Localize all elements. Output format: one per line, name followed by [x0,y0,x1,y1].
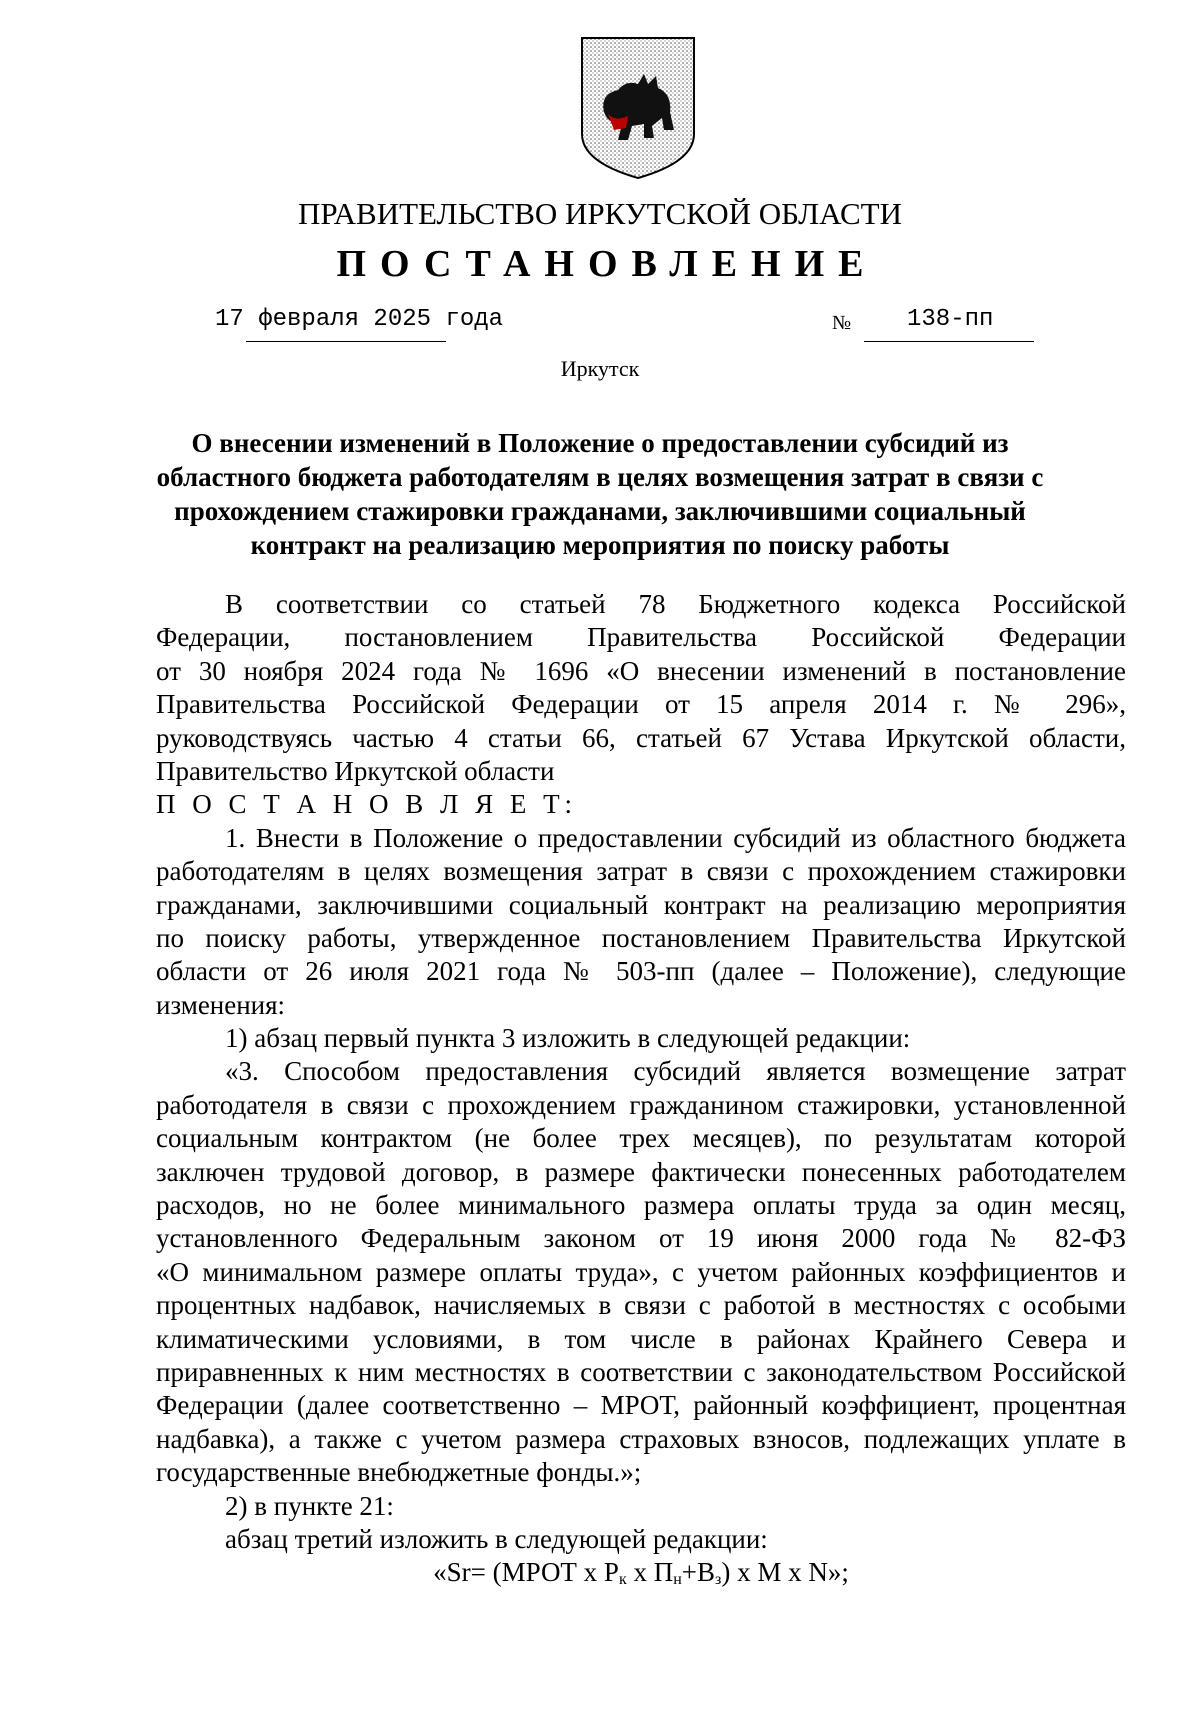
formula-subscript: з [715,1571,722,1589]
city-name: Иркутск [560,356,640,381]
body-line: государственные внебюджетные фонды.»; [156,1457,642,1488]
body-line: изменения: [156,989,286,1020]
document-title [150,426,1050,562]
number-sign: № [832,312,852,334]
body-line: процентных надбавок, начисляемых в связи с работой в местностях с особыми [156,1290,1126,1321]
resolves-line: П О С Т А Н О В Л Я Е Т: [156,789,578,820]
body-line: работодателям в целях возмещения затрат в связи с прохождением стажировки [156,856,1126,887]
body-line: гражданами, заключившими социальный контракт на реализацию мероприятия [156,889,1126,920]
body-line: «3. Способом предоставления субсидий является возмещение затрат [225,1056,1126,1087]
body-line: работодателя в связи с прохождением гражданином стажировки, установленной [156,1089,1126,1120]
body-line: заключен трудовой договор, в размере фактически понесенных работодателем [156,1156,1126,1187]
body-line: Правительство Иркутской области [156,755,555,786]
formula-subscript: н [673,1571,682,1589]
coat-of-arms-icon [578,34,698,182]
body-line: 2) в пункте 21: [225,1490,394,1521]
document-number: 138-пп [907,306,994,333]
body-line: социальным контрактом (не более трех месяцев), по результатам которой [156,1123,1126,1154]
document-type: ПОСТАНОВЛЕНИЕ [336,243,878,285]
title-line: прохождением стажировки гражданами, заключившими социальный [174,496,1026,526]
document-body [156,588,1126,1590]
formula-part: x П [626,1557,674,1588]
government-name: ПРАВИТЕЛЬСТВО ИРКУТСКОЙ ОБЛАСТИ [297,196,902,231]
title-line: О внесении изменений в Положение о предоставлении субсидий из [191,428,1009,458]
body-line: от 30 ноября 2024 года № 1696 «О внесении изменений в постановление [156,655,1126,686]
title-line: областного бюджета работодателям в целях возмещения затрат в связи с [156,462,1044,492]
body-line: Правительства Российской Федерации от 15 апреля 2014 г. № 296», [156,689,1126,720]
formula-part: +В [681,1557,716,1588]
body-line: по поиску работы, утвержденное постановлением Правительства Иркутской [156,922,1126,953]
document-date: 17 февраля 2025 года [215,306,504,333]
formula-part: ) x М x N»; [721,1557,849,1588]
body-line: абзац третий изложить в следующей редакции: [225,1523,768,1554]
body-line: приравненных к ним местностях в соответствии с законодательством Российской [156,1356,1126,1387]
body-line: В соответствии со статьей 78 Бюджетного кодекса Российской [225,589,1126,619]
formula-part: «Sr= (МРОТ x Р [433,1557,619,1588]
title-line: контракт на реализацию мероприятия по поиску работы [250,530,950,560]
body-line: 1) абзац первый пункта 3 изложить в следующей редакции: [225,1023,911,1054]
body-line: климатическими условиями, в том числе в районах Крайнего Севера и [156,1323,1126,1354]
formula-subscript: к [618,1571,627,1589]
formula-line [156,1556,1126,1589]
date-underline [246,341,446,342]
body-line: «О минимальном размере оплаты труда», с учетом районных коэффициентов и [156,1256,1126,1287]
body-line: области от 26 июля 2021 года № 503-пп (далее – Положение), следующие [156,956,1126,987]
body-line: расходов, но не более минимального размера оплаты труда за один месяц, [156,1190,1126,1221]
body-line: 1. Внести в Положение о предоставлении субсидий из областного бюджета [225,822,1126,853]
body-line: Федерации (далее соответственно – МРОТ, районный коэффициент, процентная [156,1390,1126,1421]
number-underline [864,341,1034,342]
body-line: установленного Федеральным законом от 19 июня 2000 года № 82-ФЗ [156,1223,1126,1254]
body-line: надбавка), а также с учетом размера страховых взносов, подлежащих уплате в [156,1423,1126,1454]
body-line: Федерации, постановлением Правительства Российской Федерации [156,622,1126,653]
body-line: руководствуясь частью 4 статьи 66, статьей 67 Устава Иркутской области, [156,722,1126,753]
